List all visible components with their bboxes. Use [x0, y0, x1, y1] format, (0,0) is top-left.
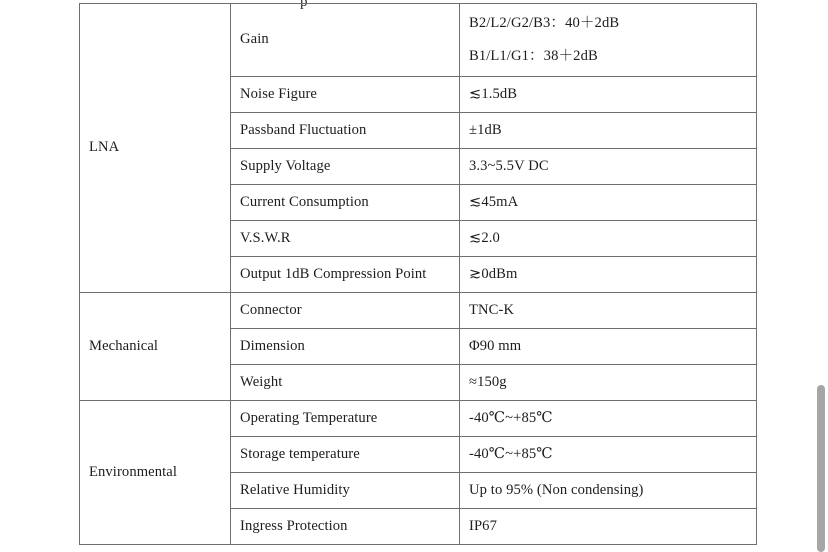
value-cell-current-consumption: ≲45mA: [460, 185, 757, 221]
parameter-cell-vswr: V.S.W.R: [231, 221, 460, 257]
parameter-cell-storage-temperature: Storage temperature: [231, 437, 460, 473]
category-cell-lna: LNA: [80, 4, 231, 293]
table-row: [80, 293, 757, 329]
value-cell-output-1db-compression-point: ≳0dBm: [460, 257, 757, 293]
parameter-cell-connector: Connector: [231, 293, 460, 329]
category-cell-environmental: Environmental: [80, 401, 231, 545]
parameter-cell-weight: Weight: [231, 365, 460, 401]
parameter-cell-gain: Gain: [231, 4, 460, 77]
parameter-cell-ingress-protection: Ingress Protection: [231, 509, 460, 545]
parameter-cell-relative-humidity: Relative Humidity: [231, 473, 460, 509]
parameter-cell-noise-figure: Noise Figure: [231, 77, 460, 113]
category-cell-mechanical: Mechanical: [80, 293, 231, 401]
value-cell-ingress-protection: IP67: [460, 509, 757, 545]
value-cell-passband-fluctuation: ±1dB: [460, 113, 757, 149]
value-cell-dimension: Φ90 mm: [460, 329, 757, 365]
table-row: [80, 401, 757, 437]
value-cell-gain: [460, 4, 757, 77]
value-cell-operating-temperature: -40℃~+85℃: [460, 401, 757, 437]
value-cell-noise-figure: ≲1.5dB: [460, 77, 757, 113]
document-canvas: p LNA Gain B2/L2/G2/B3：40＋2dB B1/L1/G1：38＋2dB Noise Figure ≲1.5dB Passband Fluctuation ±1dB Supply Voltage 3.3~5.5V DC Current Consumption ≲45mA V.S.W.R ≲2.0 Output 1dB Compression Point ≳0dBm Mechanical Connector TNC-K Dimension Φ90 mm Weight ≈150g Environmental Operating Temperature -40℃~+85℃ Storage temperature -40℃~+85℃ Relative Humidity Up to 95% (Non condensing) Ingress Protection IP67: [0, 0, 828, 552]
parameter-cell-supply-voltage: Supply Voltage: [231, 149, 460, 185]
vertical-scrollbar-thumb[interactable]: [817, 385, 825, 552]
parameter-cell-operating-temperature: Operating Temperature: [231, 401, 460, 437]
value-cell-relative-humidity: Up to 95% (Non condensing): [460, 473, 757, 509]
specification-table: [79, 3, 757, 545]
value-cell-weight: ≈150g: [460, 365, 757, 401]
value-cell-vswr: ≲2.0: [460, 221, 757, 257]
parameter-cell-current-consumption: Current Consumption: [231, 185, 460, 221]
table-row: [80, 4, 757, 77]
value-cell-supply-voltage: 3.3~5.5V DC: [460, 149, 757, 185]
parameter-cell-output-1db-compression-point: Output 1dB Compression Point: [231, 257, 460, 293]
value-cell-connector: TNC-K: [460, 293, 757, 329]
parameter-cell-dimension: Dimension: [231, 329, 460, 365]
parameter-cell-passband-fluctuation: Passband Fluctuation: [231, 113, 460, 149]
gain-value-line-2: B1/L1/G1：38＋2dB: [469, 48, 598, 64]
value-cell-storage-temperature: -40℃~+85℃: [460, 437, 757, 473]
vertical-scrollbar-track[interactable]: [815, 0, 828, 552]
gain-value-line-1: B2/L2/G2/B3：40＋2dB: [469, 14, 620, 31]
